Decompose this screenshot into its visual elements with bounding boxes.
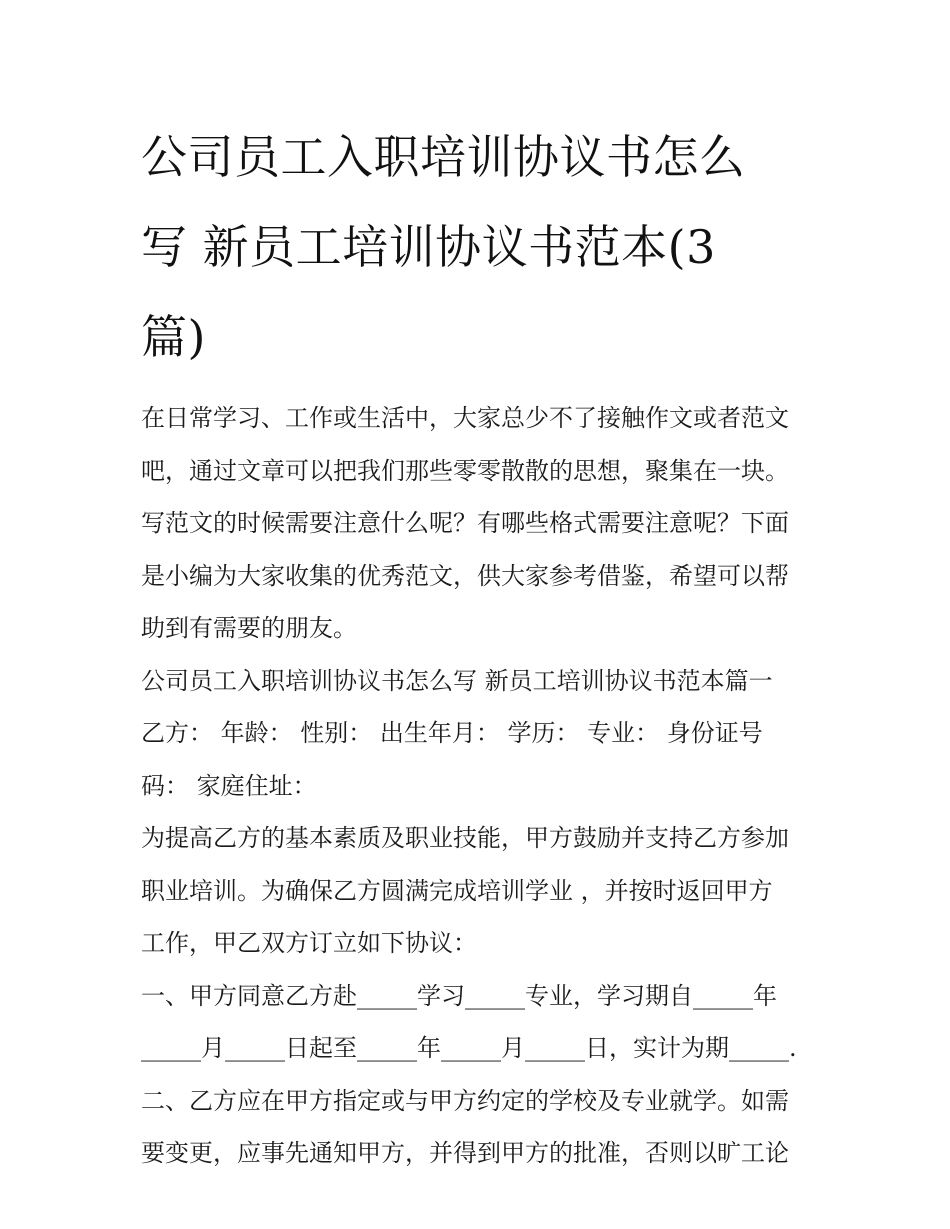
text-line: 码： 家庭住址：: [141, 771, 317, 800]
intro-paragraph: [141, 392, 813, 655]
title-line: 公司员工入职培训协议书怎么: [141, 130, 746, 184]
text-line: 写范文的时候需要注意什么呢？有哪些格式需要注意呢？下面: [141, 509, 789, 537]
text-line: 是小编为大家收集的优秀范文，供大家参考借鉴，希望可以帮: [141, 561, 789, 590]
document-body: [141, 112, 813, 1180]
clause-one-paragraph: [141, 970, 813, 1075]
text-line: 要变更，应事先通知甲方，并得到甲方的批准，否则以旷工论: [141, 1139, 789, 1167]
text-line: 为提高乙方的基本素质及职业技能，甲方鼓励并支持乙方参加: [141, 824, 789, 852]
text-line: 工作，甲乙双方订立如下协议：: [141, 929, 477, 957]
text-line: 公司员工入职培训协议书怎么写 新员工培训协议书范本篇一: [141, 666, 773, 695]
text-line: 职业培训。为确保乙方圆满完成培训学业 ，并按时返回甲方: [141, 876, 773, 905]
text-line: 二、乙方应在甲方指定或与甲方约定的学校及专业就学。如需: [141, 1086, 789, 1115]
title-line: 写 新员工培训协议书范本(3: [141, 220, 716, 274]
text-line: 吧，通过文章可以把我们那些零零散散的思想，聚集在一块。: [141, 456, 789, 485]
text-line: 助到有需要的朋友。: [141, 614, 357, 642]
purpose-paragraph: [141, 812, 813, 970]
section-heading: [141, 655, 813, 708]
text-line: _____月_____日起至_____年_____月_____日，实计为期_____.: [141, 1034, 797, 1062]
party-info-paragraph: [141, 707, 813, 812]
document-title: [141, 112, 813, 382]
title-line: 篇): [141, 310, 206, 364]
text-line: 一、甲方同意乙方赴_____学习_____专业，学习期自_____年: [141, 981, 777, 1010]
text-line: 乙方： 年龄： 性别： 出生年月： 学历： 专业： 身份证号: [141, 719, 763, 747]
text-line: 在日常学习、工作或生活中，大家总少不了接触作文或者范文: [141, 404, 789, 432]
clause-two-paragraph: [141, 1075, 813, 1180]
